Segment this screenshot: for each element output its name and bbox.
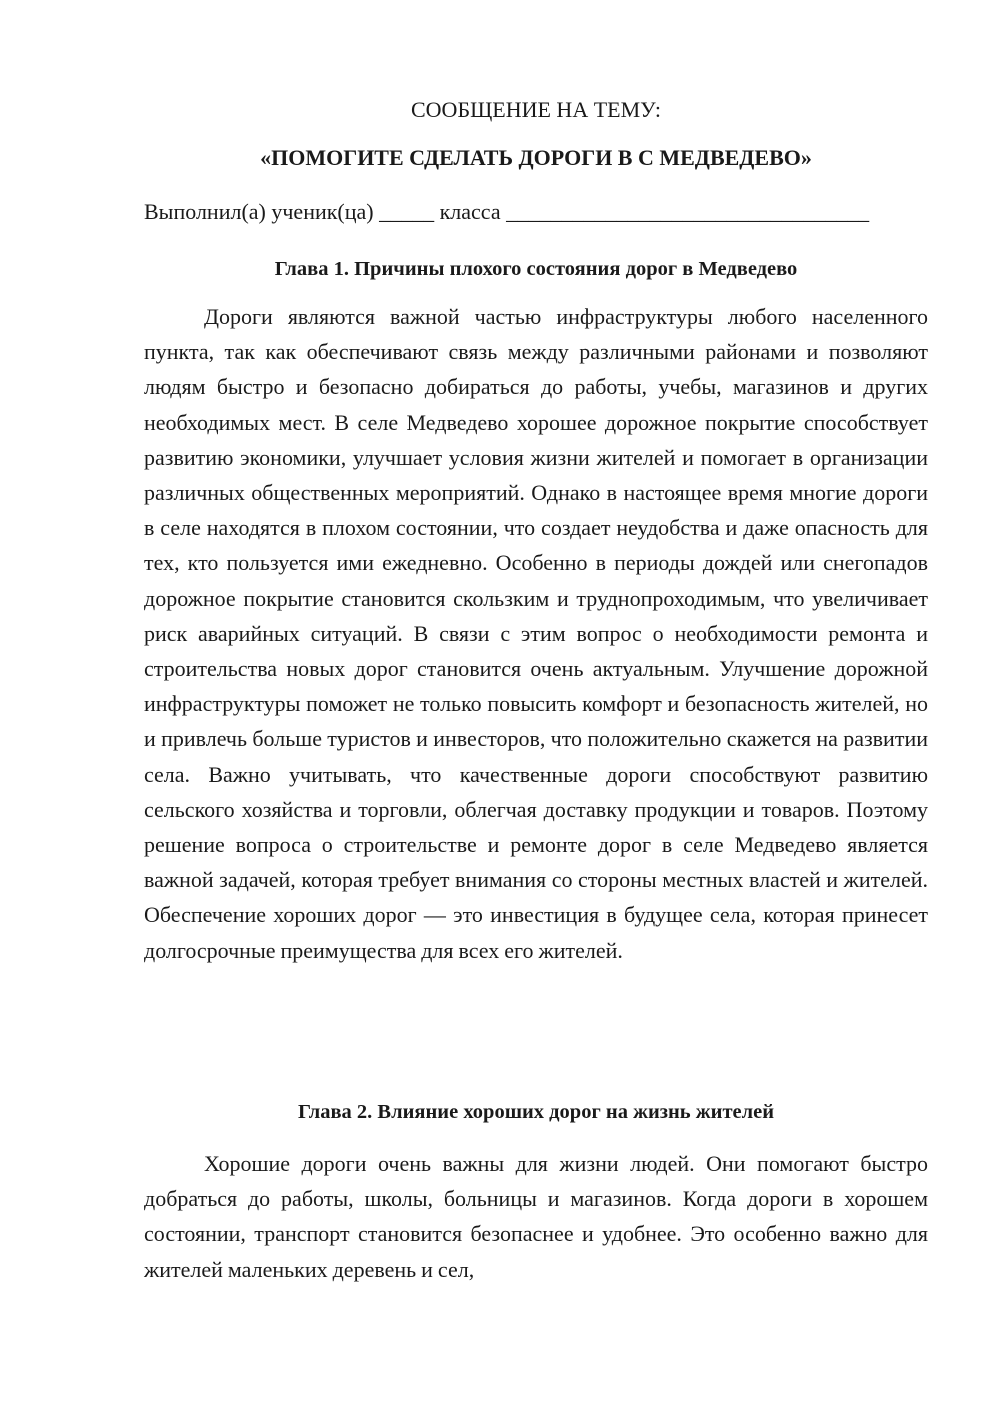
chapter-2-paragraph: Хорошие дороги очень важны для жизни людей. Они помогают быстро добраться до работы, школы, больницы и магазинов. Когда дороги в хорошем состоянии, транспорт становится безопаснее и удобнее. Это особенно важно для жителей маленьких деревень и сел, <box>144 1151 928 1282</box>
chapter-1-paragraph: Дороги являются важной частью инфраструктуры любого населенного пункта, так как обеспечивают связь между различными районами и позволяют людям быстро и безопасно добираться до работы, учебы, магазинов и других необходимых мест. В селе Медведево хорошее дорожное покрытие способствует развитию экономики, улучшает условия жизни жителей и помогает в организации различных общественных мероприятий. Однако в настоящее время многие дороги в селе находятся в плохом состоянии, что создает неудобства и даже опасность для тех, кто пользуется ими ежедневно. Особенно в периоды дождей или снегопадов дорожное покрытие становится скользким и труднопроходимым, что увеличивает риск аварийных ситуаций. В связи с этим вопрос о необходимости ремонта и строительства новых дорог становится очень актуальным. Улучшение дорожной инфраструктуры поможет не только повысить комфорт и безопасность жителей, но и привлечь больше туристов и инвесторов, что положительно скажется на развитии села. Важно учитывать, что качественные дороги способствуют развитию сельского хозяйства и торговли, облегчая доставку продукции и товаров. Поэтому решение вопроса о строительстве и ремонте дорог в селе Медведево является важной задачей, которая требует внимания со стороны местных властей и жителей. Обеспечение хороших дорог — это инвестиция в будущее села, которая принесет долгосрочные преимущества для всех его жителей. <box>144 304 928 963</box>
author-line: Выполнил(а) ученик(ца) _____ класса _________________________________ <box>144 199 870 224</box>
document-title-line-1: СООБЩЕНИЕ НА ТЕМУ: <box>411 97 661 122</box>
chapter-2-heading: Глава 2. Влияние хороших дорог на жизнь жителей <box>297 1101 775 1123</box>
document-title-line-2: «ПОМОГИТЕ СДЕЛАТЬ ДОРОГИ В С МЕДВЕДЕВО» <box>260 145 812 170</box>
chapter-1-heading: Глава 1. Причины плохого состояния дорог в Медведево <box>274 258 798 280</box>
